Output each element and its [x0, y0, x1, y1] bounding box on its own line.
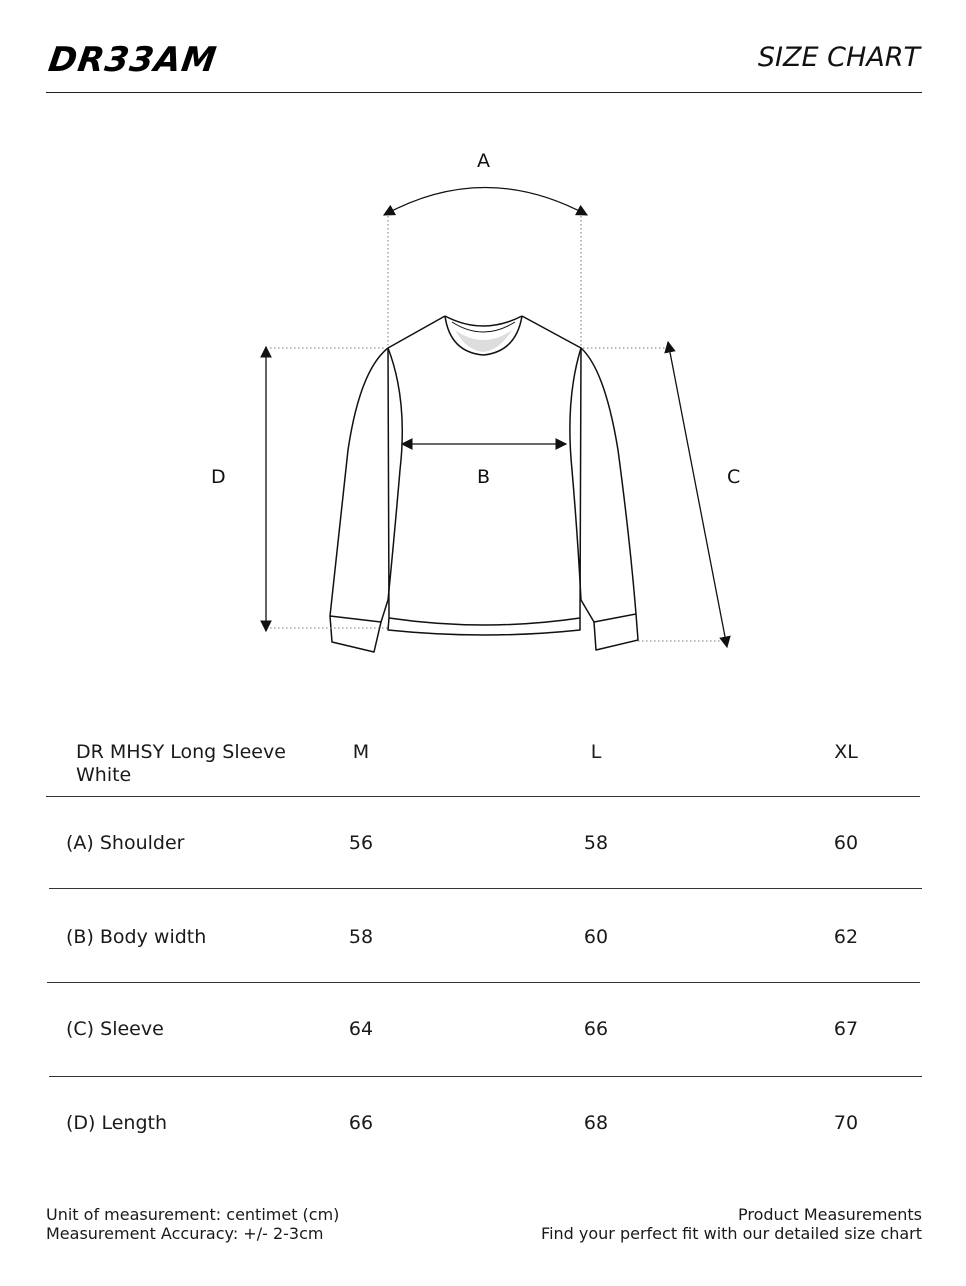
- page-title: SIZE CHART: [757, 42, 920, 73]
- table-divider: [49, 1076, 922, 1077]
- unit-note: Unit of measurement: centimet (cm): [46, 1205, 340, 1224]
- table-cell: 64: [348, 1018, 374, 1040]
- sleeve-arrow: [668, 342, 727, 647]
- footer-tagline: Find your perfect fit with our detailed size chart: [541, 1224, 922, 1243]
- dim-label-a: A: [477, 150, 490, 172]
- table-divider: [49, 888, 922, 889]
- size-header-m: M: [352, 741, 370, 763]
- accuracy-note: Measurement Accuracy: +/- 2-3cm: [46, 1224, 324, 1243]
- table-divider: [47, 982, 920, 983]
- dim-label-c: C: [727, 466, 741, 488]
- size-header-l: L: [590, 741, 602, 763]
- table-cell: 58: [583, 832, 609, 854]
- row-label-sleeve: (C) Sleeve: [66, 1018, 164, 1040]
- dim-label-d: D: [211, 466, 226, 488]
- table-cell: 60: [583, 926, 609, 948]
- product-name: DR MHSY Long Sleeve White: [76, 741, 286, 786]
- table-cell: 56: [348, 832, 374, 854]
- table-divider: [46, 796, 920, 797]
- table-cell: 67: [833, 1018, 859, 1040]
- table-cell: 66: [583, 1018, 609, 1040]
- table-cell: 68: [583, 1112, 609, 1134]
- brand-logo: DR33AM: [46, 40, 220, 80]
- shoulder-arrow: [384, 188, 587, 216]
- table-cell: 62: [833, 926, 859, 948]
- footer-heading: Product Measurements: [737, 1205, 922, 1224]
- table-cell: 66: [348, 1112, 374, 1134]
- extension-lines: [270, 216, 726, 641]
- dim-label-b: B: [477, 466, 491, 488]
- row-label-length: (D) Length: [66, 1112, 168, 1134]
- row-label-shoulder: (A) Shoulder: [66, 832, 185, 854]
- table-cell: 70: [833, 1112, 859, 1134]
- size-header-xl: XL: [834, 741, 858, 763]
- footer-left: [46, 1205, 339, 1243]
- row-label-body-width: (B) Body width: [66, 926, 207, 948]
- table-cell: 58: [348, 926, 374, 948]
- table-cell: 60: [833, 832, 859, 854]
- footer-right: [541, 1205, 922, 1243]
